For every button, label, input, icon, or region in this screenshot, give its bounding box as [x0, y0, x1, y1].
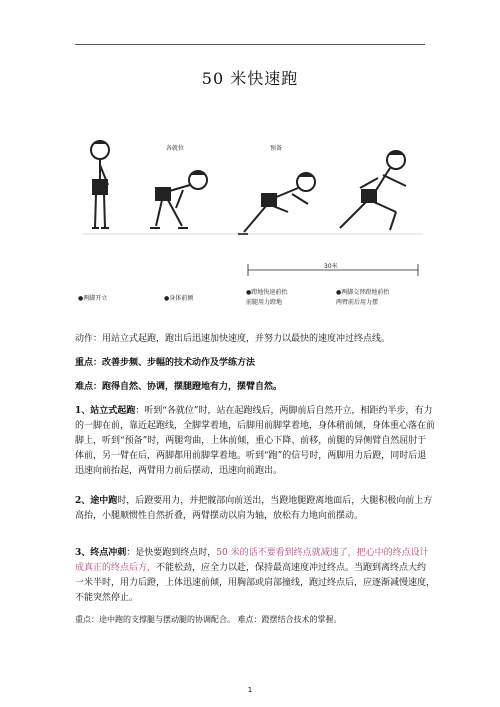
key-point: 重点：改善步频、步幅的技术动作及学练方法 [75, 358, 256, 368]
figure-standing [91, 140, 109, 228]
section-finish-sprint [75, 546, 435, 606]
caption-4b: 两臂前后用力摆 [336, 299, 379, 306]
section-1-heading: 1、站立式起跑 [75, 406, 136, 416]
figure-label-ready: 各就位 [166, 145, 185, 152]
section-standing-start [75, 404, 435, 479]
caption-4a: ●两脚交替蹬地前抬 [336, 289, 390, 296]
figure-label-set: 预备 [270, 145, 283, 152]
section-3-highlight: 50 米的话不要看到终点就减速了，把心中的终点设计成真正的终点后方， [75, 548, 429, 573]
figure-run [340, 151, 406, 231]
figure-start [238, 173, 315, 235]
difficulty-point: 难点：跑得自然、协调，摆腿蹬地有力，摆臂自然。 [75, 382, 283, 392]
action-paragraph: 动作：用站立式起跑，跑出后迅速加快速度，并努力以最快的速度冲过终点线。 [75, 334, 391, 344]
section-2-body: 时，后蹬要用力，并把髋部向前送出，当蹬地腿蹬离地面后，大腿积极向前上方高抬，小腿顺惯性自然折叠，两臂摆动以肩为轴，放松有力地向前摆动。 [75, 496, 433, 521]
caption-1: ●两脚开立 [78, 295, 108, 302]
summary-line: 重点：途中跑的支撑腿与摆动腿的协调配合。 难点：蹬摆结合技术的掌握。 [75, 615, 342, 624]
section-3-heading: 3、终点冲刺 [75, 548, 127, 558]
caption-3a: ●蹬地快速前抬 [246, 289, 288, 296]
page-title: 50 米快速跑 [201, 69, 299, 88]
distance-label: 30米 [324, 263, 338, 270]
section-3-mid: ：是快要跑到终点时， [126, 548, 217, 558]
running-illustration [78, 130, 428, 310]
page-number: 1 [247, 686, 253, 694]
section-3-tail: 不能松劲，应全力以赴，保持最高速度冲过终点。当跑到离终点大约一米半时，用力后蹬，上体迅速前倾，用胸部或肩部撞线，跑过终点后，应逐渐减慢速度，不能突然停止。 [75, 563, 436, 603]
caption-2: ●身体前倾 [164, 295, 194, 302]
section-1-body: ：听到“各就位”时，站在起跑线后，两脚前后自然开立，相距约半步，有力的一脚在前，靠近起跑线，全脚掌着地，后脚用前脚掌着地，身体稍前倾，身体重心落在前脚上，听到“预备”时，两腿弯曲，上体前倾，重心下降、前移，前腿的异侧臂自然屈肘于体前，另一臂在后，两脚都用前脚掌着地。听到“跑”的信号时，两脚用力后蹬，同时后退迅速向前抬起，两臂用力前后摆动，迅速向前跑出。 [75, 406, 436, 476]
section-midway-run [75, 494, 435, 524]
caption-3b: 前腿用力蹬地 [246, 299, 283, 306]
section-2-heading: 2、途中跑 [75, 496, 118, 506]
header-rule [75, 44, 425, 45]
figure-set [150, 171, 207, 229]
